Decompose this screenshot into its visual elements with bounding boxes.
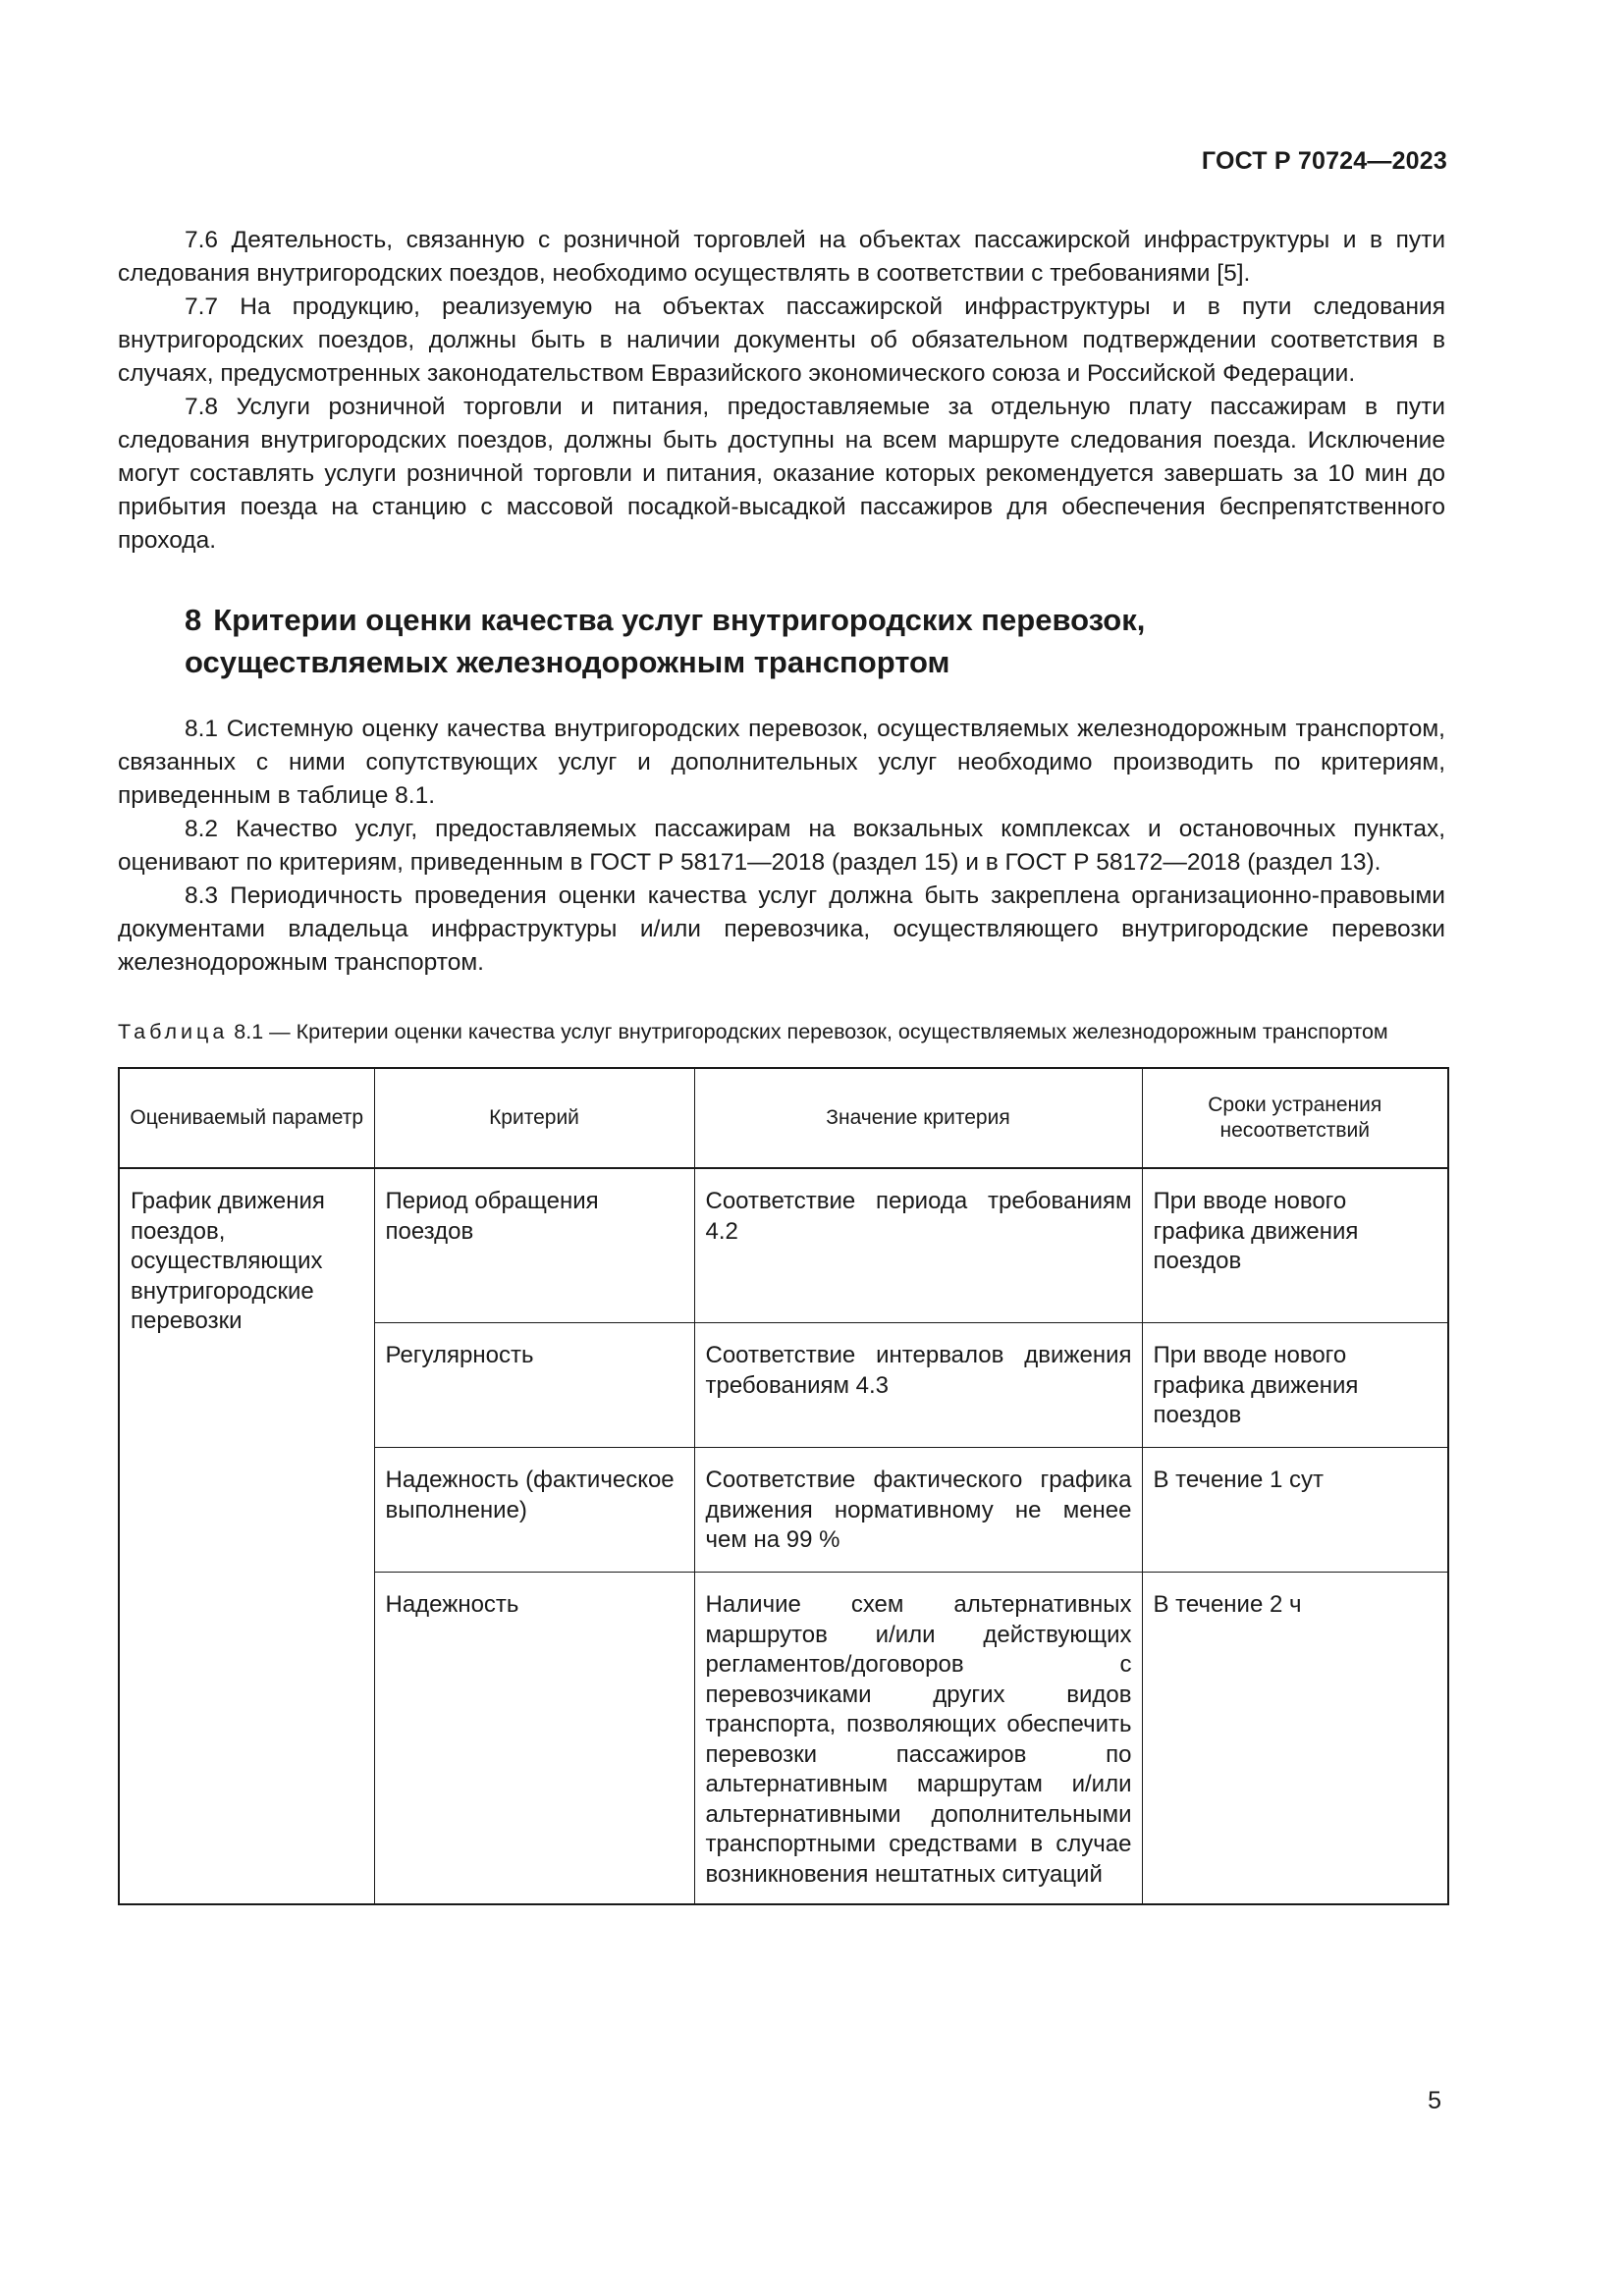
page-content <box>118 224 1445 1905</box>
table-header-row <box>119 1068 1448 1168</box>
table-row <box>119 1168 1448 1323</box>
cell-criterion: Период обращения поездов <box>374 1168 694 1323</box>
section-8-title-part-2: осуществляемых железнодорожным транспортом <box>185 645 950 679</box>
header-parameter: Оцениваемый параметр <box>119 1068 374 1168</box>
cell-deadline: В течение 2 ч <box>1142 1573 1448 1905</box>
page-number: 5 <box>1428 2087 1441 2114</box>
cell-criterion-value: Соответствие периода требованиям 4.2 <box>694 1168 1142 1323</box>
cell-deadline: В течение 1 сут <box>1142 1448 1448 1573</box>
cell-criterion-value: Соответствие фактического графика движения нормативному не менее чем на 99 % <box>694 1448 1142 1573</box>
cell-criterion: Надежность <box>374 1573 694 1905</box>
cell-criterion-value: Соответствие интервалов движения требованиям 4.3 <box>694 1323 1142 1448</box>
paragraph-8-2: 8.2 Качество услуг, предоставляемых пассажирам на вокзальных комплексах и остановочных пунктах, оценивают по критериям, приведенным в ГОСТ Р 58171—2018 (раздел 15) и в ГОСТ Р 58172—2018 (раздел 13). <box>118 816 1445 876</box>
section-8-title-part-1: Критерии оценки качества услуг внутригородских перевозок, <box>213 603 1146 637</box>
table-caption-text: 8.1 — Критерии оценки качества услуг внутригородских перевозок, осуществляемых железнодорожным транспортом <box>234 1020 1388 1043</box>
paragraph-8-1: 8.1 Системную оценку качества внутригородских перевозок, осуществляемых железнодорожным транспортом, связанных с ними сопутствующих услуг и дополнительных услуг необходимо производить по критериям, приведенным в таблице 8.1. <box>118 716 1445 809</box>
section-8-heading <box>118 599 1445 683</box>
section-8-number: 8 <box>185 603 202 637</box>
cell-deadline: При вводе нового графика движения поездов <box>1142 1168 1448 1323</box>
cell-parameter: График движения поездов, осуществляющих внутригородские перевозки <box>119 1168 374 1904</box>
paragraph-7-7: 7.7 На продукцию, реализуемую на объектах пассажирской инфраструктуры и в пути следования внутригородских поездов, должны быть в наличии документы об обязательном подтверждении соответствия в случаях, предусмотренных законодательством Евразийского экономического союза и Российской Федерации. <box>118 294 1445 387</box>
cell-criterion: Регулярность <box>374 1323 694 1448</box>
cell-deadline: При вводе нового графика движения поездов <box>1142 1323 1448 1448</box>
paragraph-7-6: 7.6 Деятельность, связанную с розничной торговлей на объектах пассажирской инфраструктуры и в пути следования внутригородских поездов, необходимо осуществлять в соответствии с требованиями [5]. <box>118 227 1445 287</box>
table-caption-word: Таблица <box>118 1020 229 1043</box>
paragraph-7-8: 7.8 Услуги розничной торговли и питания, предоставляемые за отдельную плату пассажирам в пути следования внутригородских поездов, должны быть доступны на всем маршруте следования поезда. Исключение могут составлять услуги розничной торговли и питания, оказание которых рекомендуется завершать за 10 мин до прибытия поезда на станцию с массовой посадкой-высадкой пассажиров для обеспечения беспрепятственного прохода. <box>118 394 1445 554</box>
header-deadline: Сроки устранения несоответствий <box>1142 1068 1448 1168</box>
header-criterion-value: Значение критерия <box>694 1068 1142 1168</box>
table-caption <box>118 1017 1445 1047</box>
header-criterion: Критерий <box>374 1068 694 1168</box>
paragraph-8-3: 8.3 Периодичность проведения оценки качества услуг должна быть закреплена организационно-правовыми документами владельца инфраструктуры и/или перевозчика, осуществляющего внутригородские перевозки железнодорожным транспортом. <box>118 882 1445 976</box>
section-8-heading-line-1 <box>185 599 1445 641</box>
criteria-table <box>118 1067 1449 1905</box>
cell-criterion: Надежность (фактическое выполнение) <box>374 1448 694 1573</box>
cell-criterion-value: Наличие схем альтернативных маршрутов и/или действующих регламентов/договоров с перевозчиками других видов транспорта, позволяющих обеспечить перевозки пассажиров по альтернативным маршрутам и/или альтернативными дополнительными транспортными средствами в случае возникновения нештатных ситуаций <box>694 1573 1142 1905</box>
document-code-header: ГОСТ Р 70724—2023 <box>1201 147 1447 175</box>
